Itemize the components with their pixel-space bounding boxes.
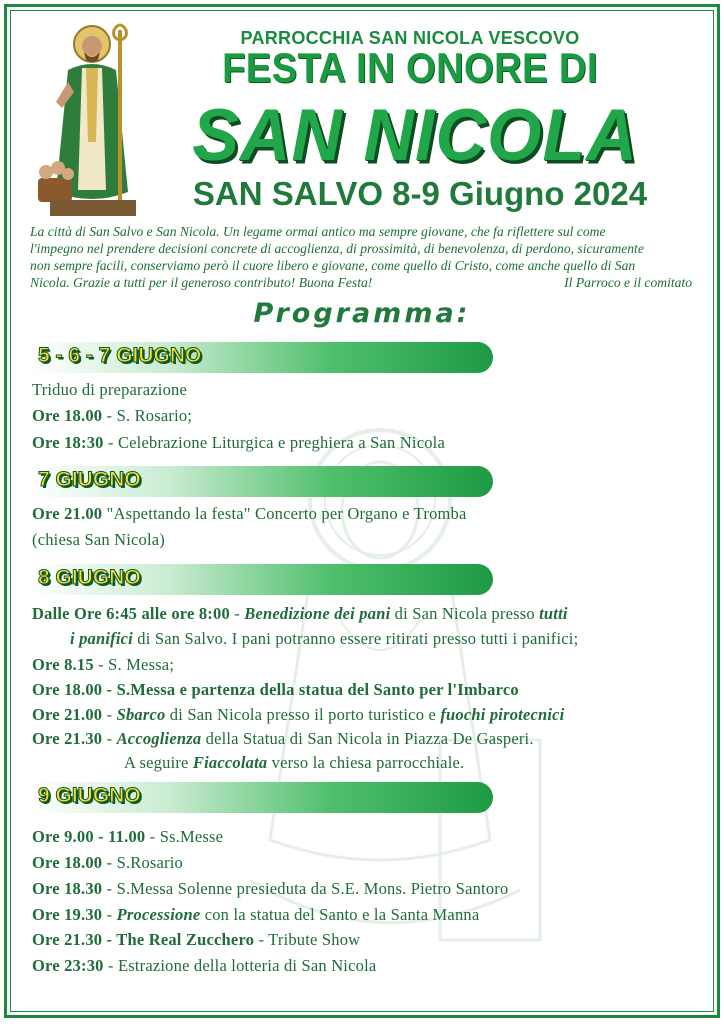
schedule-line: A seguire Fiaccolata verso la chiesa parrocchiale. — [124, 753, 465, 772]
section-band — [32, 342, 493, 373]
section-label: 7 GIUGNO — [38, 468, 141, 491]
section-band — [32, 782, 493, 813]
schedule-line: Ore 8.15 - S. Messa; — [32, 655, 175, 674]
section-label: 8 GIUGNO — [38, 566, 141, 589]
schedule-line: Ore 18.00 - S.Rosario — [32, 853, 184, 872]
intro-signature: Il Parroco e il comitato — [564, 275, 692, 290]
schedule-line: (chiesa San Nicola) — [32, 530, 165, 549]
parish-name: PARROCCHIA SAN NICOLA VESCOVO — [240, 28, 580, 48]
schedule-line: i panifici di San Salvo. I pani potranno essere ritirati presso tutti i panifici; — [70, 629, 579, 648]
schedule-line: Ore 18.00 - S.Messa e partenza della statua del Santo per l'Imbarco — [32, 680, 519, 699]
schedule-line: Ore 18.00 - S. Rosario; — [32, 406, 193, 425]
intro-closing: Nicola. Grazie a tutti per il generoso contributo! Buona Festa! — [30, 275, 373, 290]
schedule-line: Ore 18.30 - S.Messa Solenne presieduta da S.E. Mons. Pietro Santoro — [32, 879, 509, 898]
schedule-line: Ore 21.00 "Aspettando la festa" Concerto per Organo e Tromba — [32, 504, 467, 523]
festa-heading: FESTA IN ONORE DI — [222, 45, 598, 93]
schedule-line: Ore 18:30 - Celebrazione Liturgica e preghiera a San Nicola — [32, 433, 445, 452]
schedule-line: Ore 21.30 - The Real Zucchero - Tribute Show — [32, 930, 361, 949]
schedule-line: Ore 21.30 - Accoglienza della Statua di San Nicola in Piazza De Gasperi. — [32, 729, 534, 748]
schedule-line: Ore 19.30 - Processione con la statua del Santo e la Santa Manna — [32, 905, 480, 924]
section-band — [32, 564, 493, 595]
schedule-line: Ore 23:30 - Estrazione della lotteria di San Nicola — [32, 956, 377, 975]
schedule-line: Ore 21.00 - Sbarco di San Nicola presso il porto turistico e fuochi pirotecnici — [32, 705, 565, 724]
schedule-line: Triduo di preparazione — [32, 380, 188, 399]
schedule-line: Ore 9.00 - 11.00 - Ss.Messe — [32, 827, 224, 846]
intro-line: non sempre facili, conserviamo però il cuore libero e giovane, come quello di Cristo, come anche quello di San — [30, 258, 636, 273]
section-band — [32, 466, 493, 497]
intro-last-line — [30, 274, 692, 291]
intro-line: La città di San Salvo e San Nicola. Un legame ormai antico ma sempre giovane, che fa riflettere sul come — [30, 224, 606, 239]
schedule-line: Dalle Ore 6:45 alle ore 8:00 - Benedizione dei pani di San Nicola presso tutti — [32, 604, 568, 623]
programma-heading: Programma: — [253, 298, 471, 329]
intro-line: l'impegno nel prendere decisioni concrete di accoglienza, di prossimità, di benevolenza, di perdono, sicuramente — [30, 241, 644, 256]
intro-paragraph — [30, 223, 692, 291]
saint-statue-image — [32, 22, 140, 218]
event-dates: SAN SALVO 8-9 Giugno 2024 — [192, 175, 648, 212]
saint-title: SAN NICOLA — [192, 94, 638, 176]
section-label: 9 GIUGNO — [38, 784, 141, 807]
section-label: 5 - 6 - 7 GIUGNO — [38, 344, 202, 367]
